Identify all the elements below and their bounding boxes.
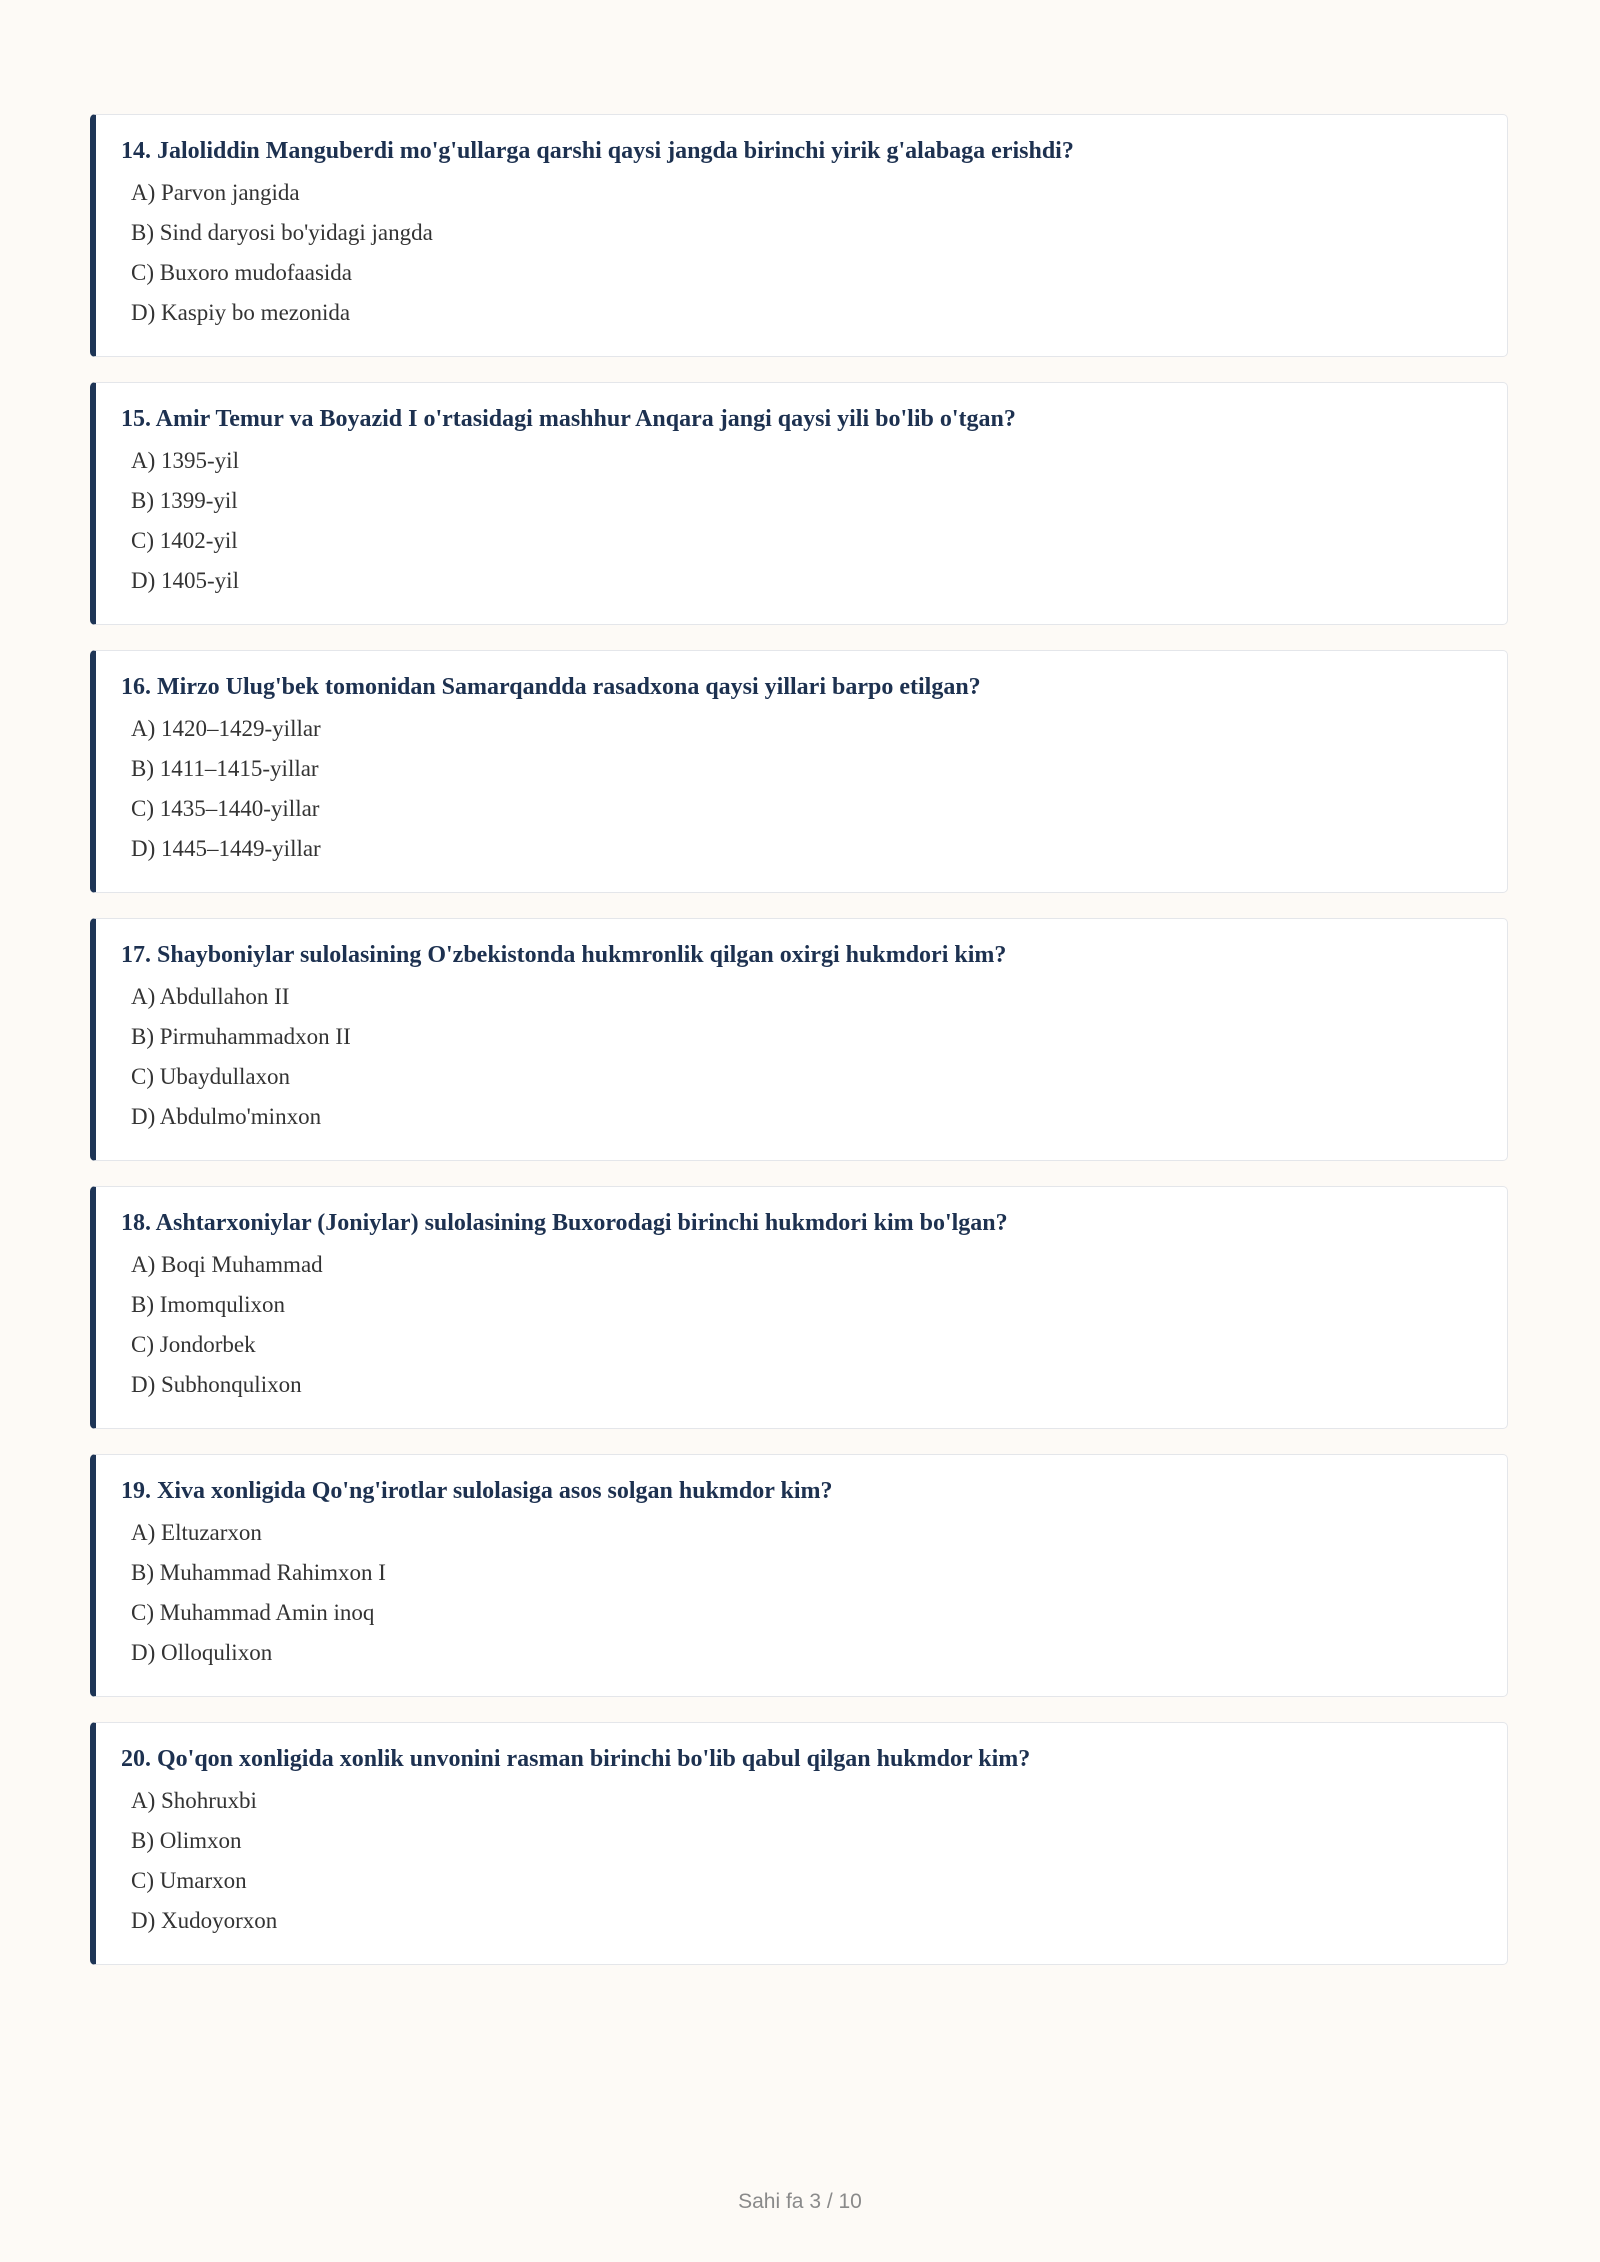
option-d: D) 1445–1449-yillar (131, 836, 321, 861)
option-c: C) Buxoro mudofaasida (131, 260, 353, 285)
option-list (121, 709, 1483, 869)
option-b: B) Sind daryosi bo'yidagi jangda (131, 220, 433, 245)
question-card (90, 918, 1508, 1161)
question-card (90, 114, 1508, 357)
option-a: A) Boqi Muhammad (131, 1252, 323, 1277)
question-title: 14. Jaloliddin Manguberdi mo'g'ullarga qarshi qaysi jangda birinchi yirik g'alabaga erishdi? (121, 138, 1074, 164)
question-title: 17. Shayboniylar sulolasining O'zbekistonda hukmronlik qilgan oxirgi hukmdori kim? (121, 942, 1007, 968)
option-b: B) Muhammad Rahimxon I (131, 1560, 386, 1585)
question-list (90, 114, 1508, 1990)
question-title: 16. Mirzo Ulug'bek tomonidan Samarqandda rasadxona qaysi yillari barpo etilgan? (121, 674, 981, 700)
option-a: A) 1395-yil (131, 448, 239, 473)
option-a: A) Parvon jangida (131, 180, 300, 205)
option-list (121, 977, 1483, 1137)
page-number: Sahi fa 3 / 10 (738, 2190, 862, 2213)
option-c: C) Ubaydullaxon (131, 1064, 291, 1089)
option-b: B) 1399-yil (131, 488, 238, 513)
option-list (121, 173, 1483, 333)
option-c: C) Muhammad Amin inoq (131, 1600, 375, 1625)
question-card (90, 650, 1508, 893)
question-title: 20. Qo'qon xonligida xonlik unvonini rasman birinchi bo'lib qabul qilgan hukmdor kim? (121, 1746, 1031, 1772)
option-c: C) 1435–1440-yillar (131, 796, 320, 821)
option-d: D) Xudoyorxon (131, 1908, 278, 1933)
option-b: B) Olimxon (131, 1828, 242, 1853)
option-list (121, 441, 1483, 601)
question-title: 19. Xiva xonligida Qo'ng'irotlar sulolasiga asos solgan hukmdor kim? (121, 1478, 833, 1504)
page-number-footer (0, 2190, 1600, 2214)
option-c: C) Jondorbek (131, 1332, 256, 1357)
option-b: B) 1411–1415-yillar (131, 756, 319, 781)
option-d: D) 1405-yil (131, 568, 239, 593)
option-d: D) Abdulmo'minxon (131, 1104, 322, 1129)
option-a: A) Eltuzarxon (131, 1520, 262, 1545)
option-c: C) Umarxon (131, 1868, 247, 1893)
option-b: B) Pirmuhammadxon II (131, 1024, 351, 1049)
option-list (121, 1245, 1483, 1405)
question-card (90, 382, 1508, 625)
option-list (121, 1781, 1483, 1941)
question-title: 15. Amir Temur va Boyazid I o'rtasidagi mashhur Anqara jangi qaysi yili bo'lib o'tgan? (121, 406, 1016, 432)
option-a: A) Shohruxbi (131, 1788, 257, 1813)
question-card (90, 1186, 1508, 1429)
option-d: D) Kaspiy bo mezonida (131, 300, 351, 325)
option-b: B) Imomqulixon (131, 1292, 285, 1317)
question-card (90, 1454, 1508, 1697)
option-c: C) 1402-yil (131, 528, 238, 553)
option-a: A) 1420–1429-yillar (131, 716, 321, 741)
option-a: A) Abdullahon II (131, 984, 290, 1009)
option-d: D) Subhonqulixon (131, 1372, 302, 1397)
question-title: 18. Ashtarxoniylar (Joniylar) sulolasining Buxorodagi birinchi hukmdori kim bo'lgan? (121, 1210, 1008, 1236)
question-card (90, 1722, 1508, 1965)
option-list (121, 1513, 1483, 1673)
option-d: D) Olloqulixon (131, 1640, 273, 1665)
